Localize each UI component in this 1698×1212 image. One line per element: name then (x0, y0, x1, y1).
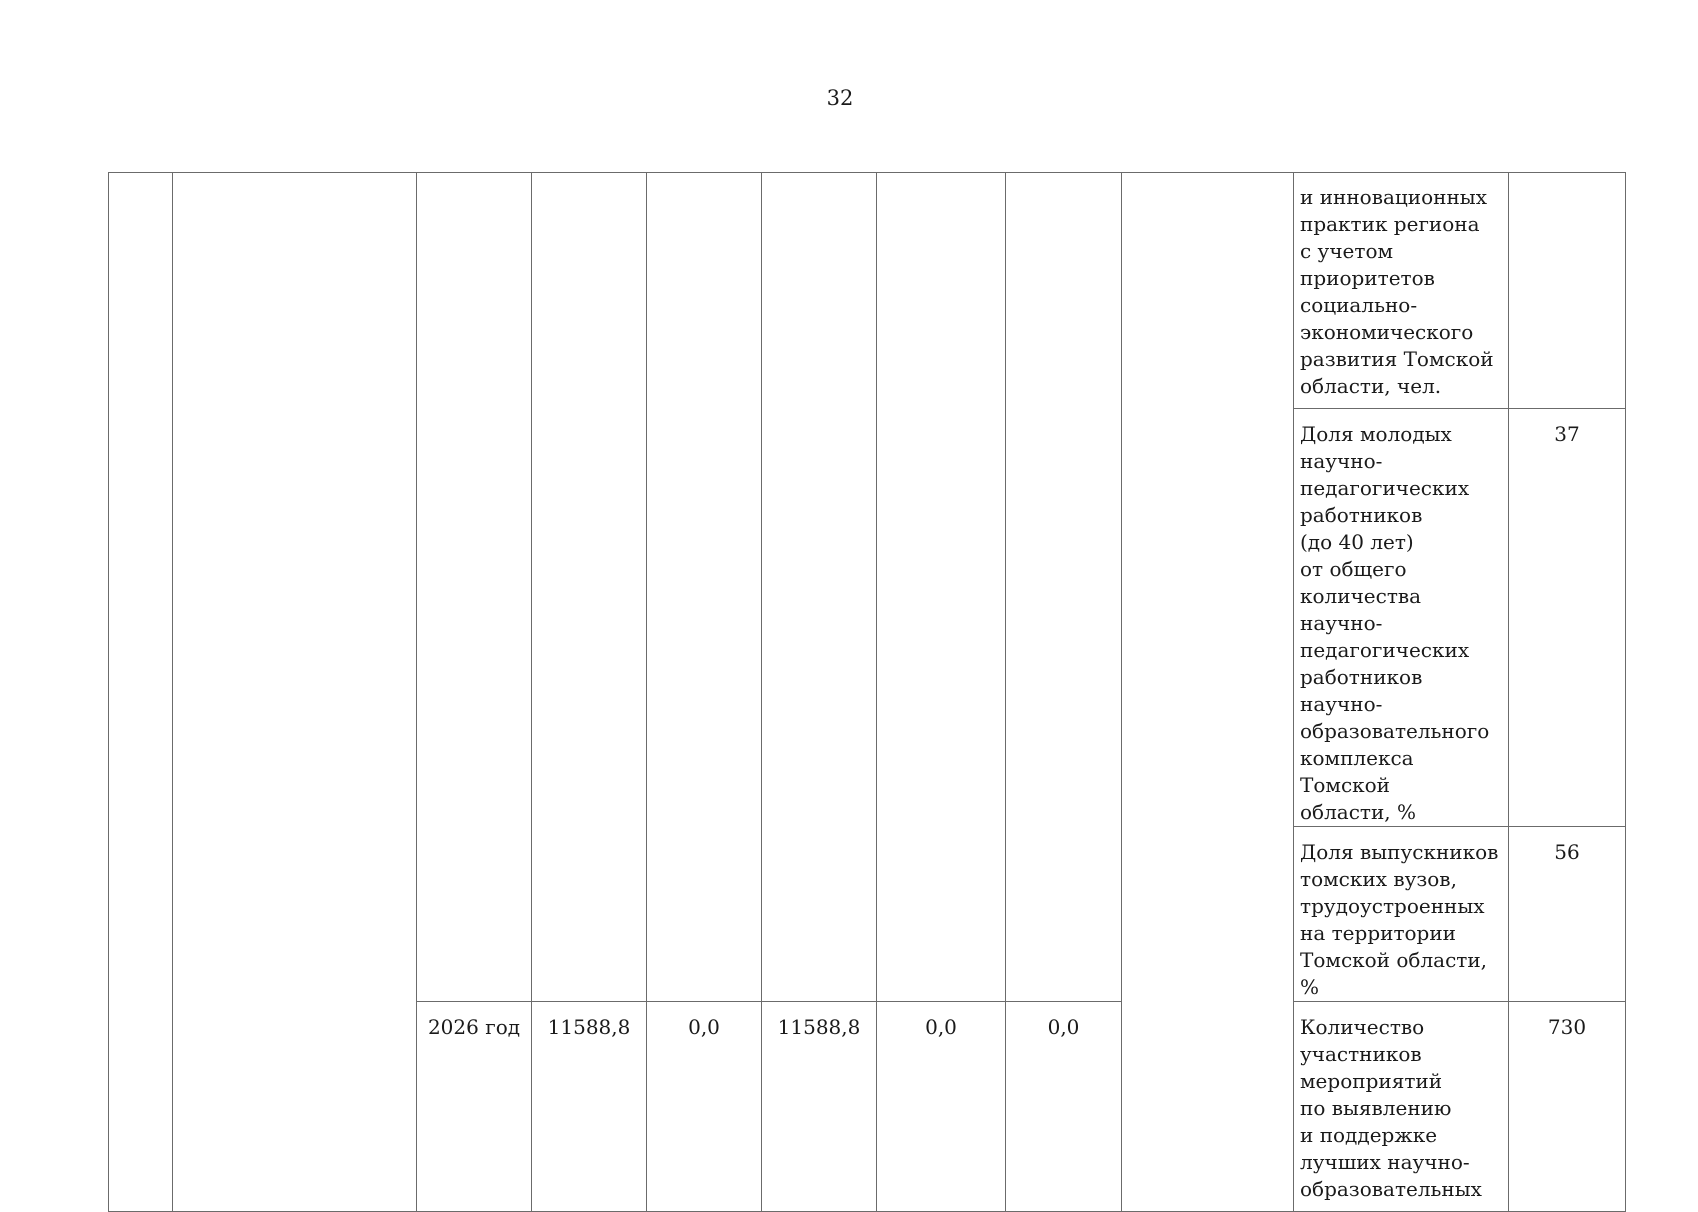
indicator-name-cell: и инновационных практик региона с учетом приоритетов социально- экономического развития Томской области, чел. (1294, 173, 1509, 409)
federal-cell: 0,0 (647, 1002, 762, 1212)
indicator-name-cell: Доля молодых научно- педагогических работников (до 40 лет) от общего количества научно- педагогических работников научно- образовательного комплекса Томской области, % (1294, 409, 1509, 827)
total-cell: 11588,8 (532, 1002, 647, 1212)
indicator-value-cell: 37 (1509, 409, 1626, 827)
other-cell: 0,0 (1006, 1002, 1122, 1212)
table-row (109, 173, 1626, 409)
indicator-name-cell: Доля выпускников томских вузов, трудоустроенных на территории Томской области, % (1294, 827, 1509, 1002)
number-cell (109, 173, 173, 1212)
program-table (108, 172, 1626, 1212)
indicator-name-cell: Количество участников мероприятий по выявлению и поддержке лучших научно- образовательных (1294, 1002, 1509, 1212)
year-cell: 2026 год (417, 1002, 532, 1212)
indicator-value-cell: 56 (1509, 827, 1626, 1002)
federal-cell-prev (647, 173, 762, 1002)
indicator-value-cell (1509, 173, 1626, 409)
page-number: 32 (826, 86, 854, 110)
regional-cell: 11588,8 (762, 1002, 877, 1212)
total-cell-prev (532, 173, 647, 1002)
local-cell: 0,0 (877, 1002, 1006, 1212)
regional-cell-prev (762, 173, 877, 1002)
other-cell-prev (1006, 173, 1122, 1002)
local-cell-prev (877, 173, 1006, 1002)
executor-cell (1122, 173, 1294, 1212)
indicator-value-cell: 730 (1509, 1002, 1626, 1212)
task-name-cell (173, 173, 417, 1212)
year-cell-prev (417, 173, 532, 1002)
